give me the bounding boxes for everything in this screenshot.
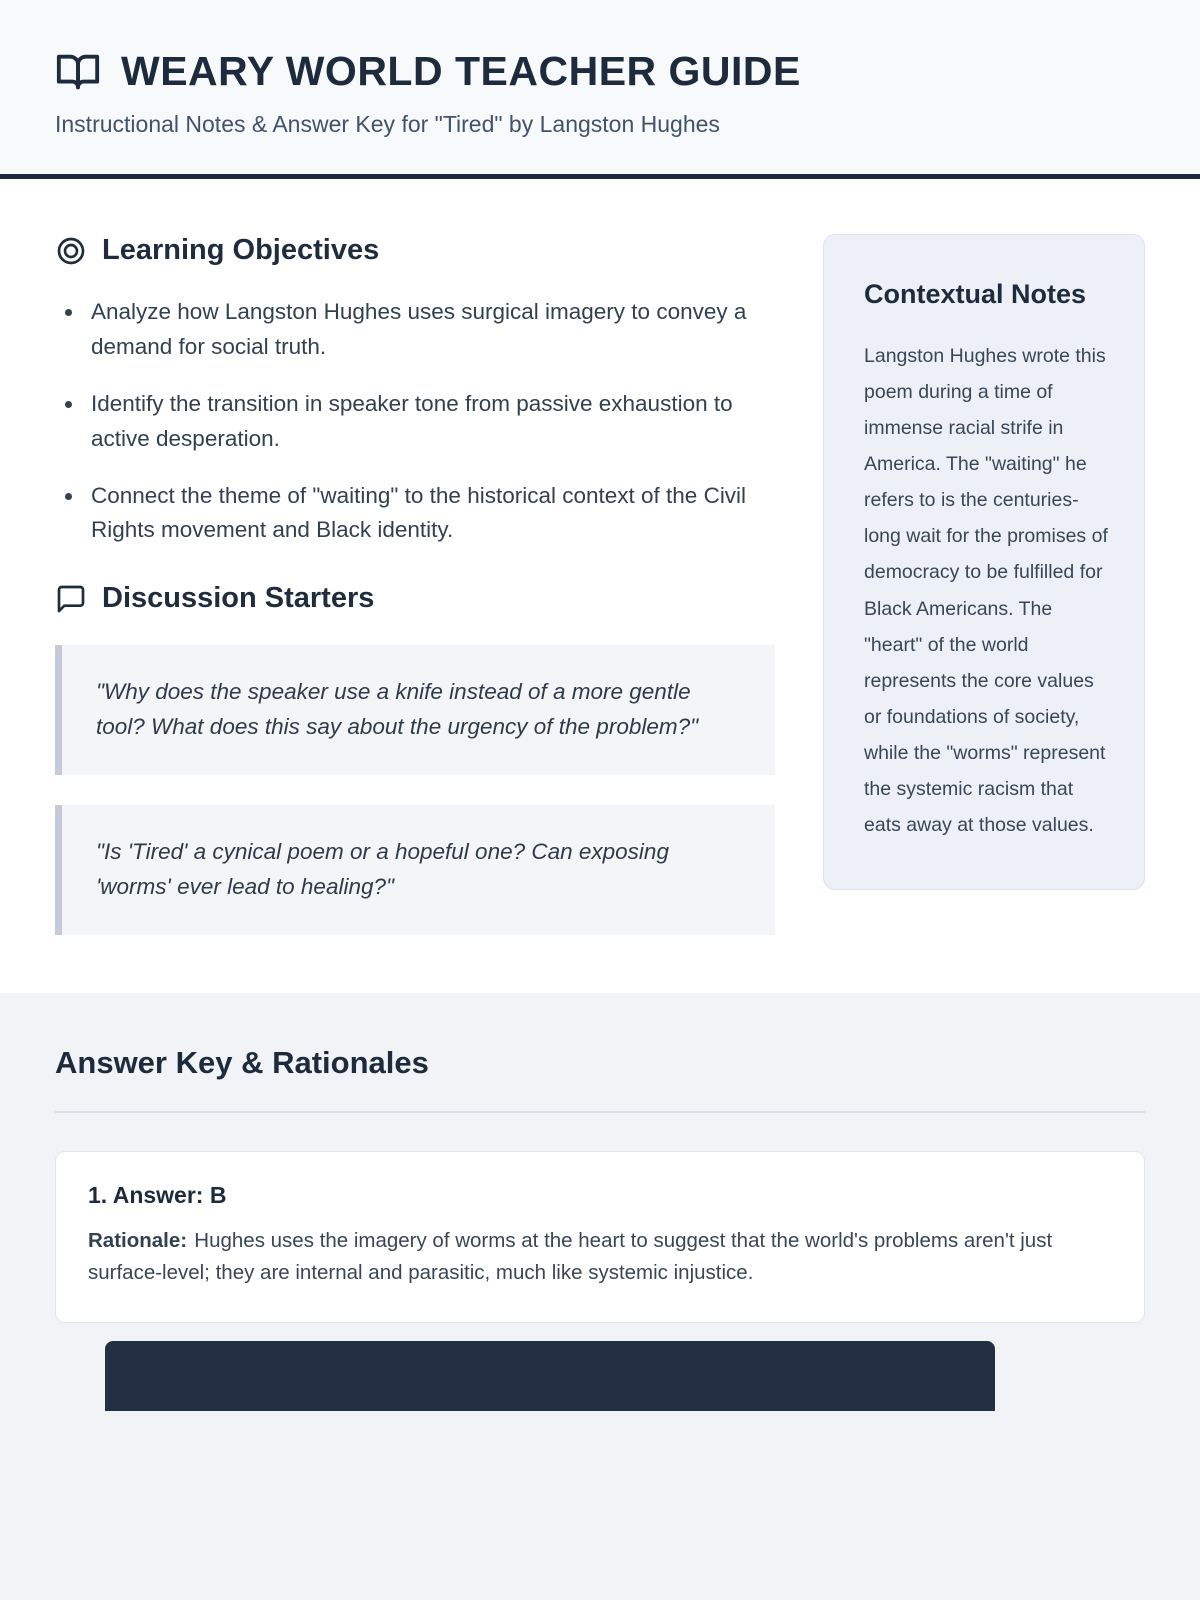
answer-rationale	[88, 1225, 1112, 1289]
target-icon	[55, 235, 87, 267]
rationale-label: Rationale:	[88, 1228, 188, 1252]
open-book-icon	[55, 49, 101, 95]
objective-item: • Connect the theme of "waiting" to the historical context of the Civil Rights movement and Black identity.	[85, 479, 775, 549]
answer-key-heading: Answer Key & Rationales	[55, 1045, 1145, 1113]
discussion-starters-heading	[55, 582, 775, 615]
answer-key-section	[0, 993, 1200, 1600]
objective-item: • Analyze how Langston Hughes uses surgical imagery to convey a demand for social truth.	[85, 295, 775, 365]
discussion-quote: "Why does the speaker use a knife instead of a more gentle tool? What does this say about the urgency of the problem?"	[55, 645, 775, 775]
learning-objectives-heading-label: Learning Objectives	[102, 234, 380, 266]
answer-card	[55, 1151, 1145, 1324]
speech-bubble-icon	[55, 583, 87, 615]
learning-objectives-heading	[55, 234, 775, 267]
rationale-text: Hughes uses the imagery of worms at the heart to suggest that the world's problems aren't just surface-level; they are internal and parasitic, much like systemic injustice.	[88, 1228, 1053, 1284]
discussion-starters-heading-label: Discussion Starters	[102, 582, 375, 615]
page-subtitle: Instructional Notes & Answer Key for "Tired" by Langston Hughes	[55, 111, 720, 137]
next-card-partial	[105, 1341, 995, 1411]
answer-card-title: 1. Answer: B	[88, 1181, 227, 1208]
header	[0, 0, 1200, 179]
page-title: WEARY WORLD TEACHER GUIDE	[121, 48, 801, 94]
title-row	[55, 48, 1145, 95]
contextual-notes-body: Langston Hughes wrote this poem during a time of immense racial strife in America. The "waiting" he refers to is the centuries-long wait for the promises of democracy to be fulfilled for Black Americans. The "heart" of the world represents the core values or foundations of society, while the "worms" represent the systemic racism that eats away at those values.	[864, 345, 1108, 836]
contextual-notes-heading: Contextual Notes	[864, 279, 1087, 309]
left-column	[55, 234, 775, 935]
objective-item: • Identify the transition in speaker tone from passive exhaustion to active desperation.	[85, 387, 775, 457]
discussion-quote: "Is 'Tired' a cynical poem or a hopeful one? Can exposing 'worms' ever lead to healing?"	[55, 805, 775, 935]
main-content	[0, 179, 1200, 935]
contextual-notes-card	[823, 234, 1145, 890]
objectives-list	[55, 295, 775, 548]
